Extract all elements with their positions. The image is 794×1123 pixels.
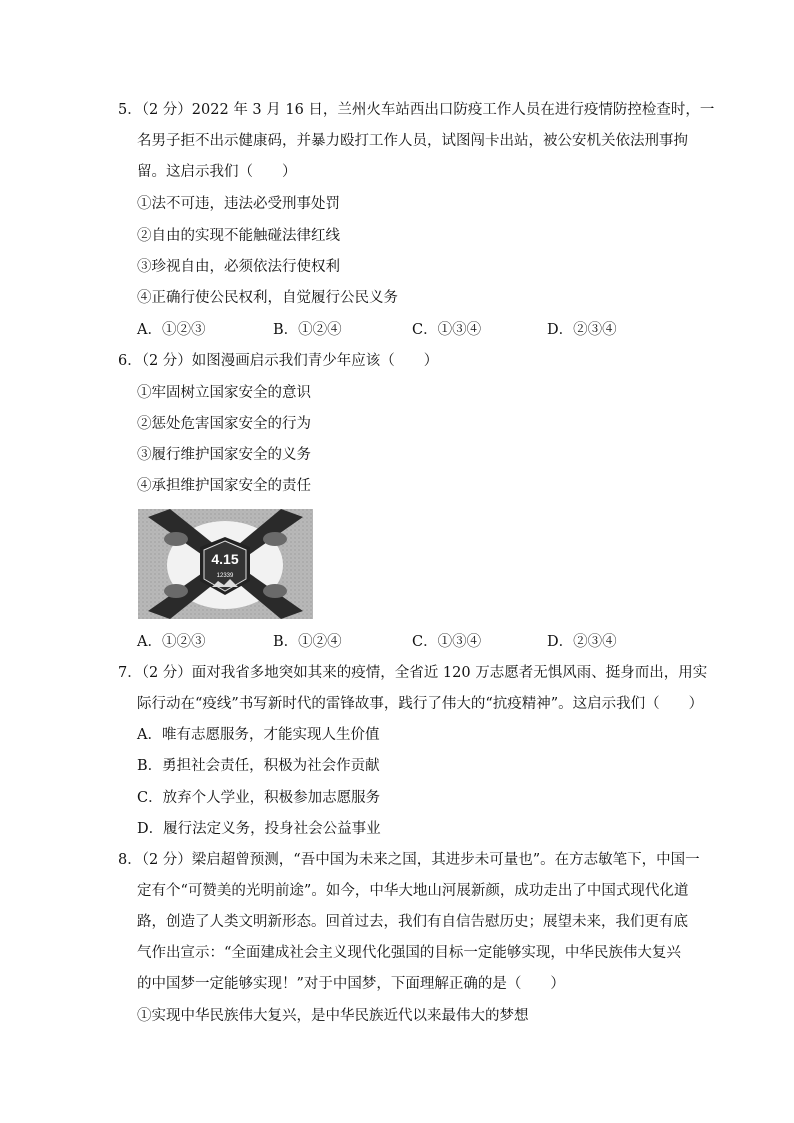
q5-stem-line-3: 留。这启示我们（ ） bbox=[137, 164, 297, 180]
q7-choice-b: B．勇担社会责任，积极为社会作贡献 bbox=[137, 758, 380, 774]
q6-option-d: D．②③④ bbox=[547, 634, 617, 650]
q5-option-c: C．①③④ bbox=[412, 322, 482, 338]
emblem-number: 12339 bbox=[216, 573, 234, 579]
q8-stem-line-1: 8．（2 分）梁启超曾预测，“吾中国为未来之国，其进步未可量也”。在方志敏笔下，中国一 bbox=[118, 852, 700, 868]
q8-stem-line-4: 气作出宣示：“全面建成社会主义现代化强国的目标一定能够实现，中华民族伟大复兴 bbox=[137, 945, 681, 961]
q6-statement-1: ①牢固树立国家安全的意识 bbox=[137, 385, 311, 401]
q7-choice-a: A．唯有志愿服务，才能实现人生价值 bbox=[137, 727, 380, 743]
q8-stem-line-2: 定有个“可赞美的光明前途”。如今，中华大地山河展新颜，成功走出了中国式现代化道 bbox=[137, 883, 689, 899]
q5-stem-line-2: 名男子拒不出示健康码，并暴力殴打工作人员，试图闯卡出站，被公安机关依法刑事拘 bbox=[137, 133, 688, 149]
q8-stem-line-5: 的中国梦一定能够实现！”对于中国梦，下面理解正确的是（ ） bbox=[137, 976, 565, 992]
q6-stem-line-1: 6．（2 分）如图漫画启示我们青少年应该（ ） bbox=[118, 353, 439, 369]
q6-statement-4: ④承担维护国家安全的责任 bbox=[137, 478, 311, 494]
q6-option-c: C．①③④ bbox=[412, 634, 482, 650]
q6-option-b: B．①②④ bbox=[273, 634, 342, 650]
q7-stem-line-2: 际行动在“疫线”书写新时代的雷锋故事，践行了伟大的“抗疫精神”。这启示我们（ ） bbox=[137, 696, 704, 712]
q6-statement-2: ②惩处危害国家安全的行为 bbox=[137, 416, 311, 432]
q5-option-b: B．①②④ bbox=[273, 322, 342, 338]
q5-option-a: A．①②③ bbox=[137, 322, 206, 338]
comic-image bbox=[138, 509, 313, 619]
q7-choice-d: D．履行法定义务，投身社会公益事业 bbox=[137, 821, 381, 837]
q5-statement-3: ③珍视自由，必须依法行使权利 bbox=[137, 259, 340, 275]
q5-statement-2: ②自由的实现不能触碰法律红线 bbox=[137, 228, 340, 244]
emblem-date: 4.15 bbox=[211, 551, 239, 567]
q5-statement-1: ①法不可违，违法必受刑事处罚 bbox=[137, 196, 340, 212]
q5-stem-line-1: 5．（2 分）2022 年 3 月 16 日，兰州火车站西出口防疫工作人员在进行疫情防控检查时，一 bbox=[118, 102, 715, 118]
q7-choice-c: C．放弃个人学业，积极参加志愿服务 bbox=[137, 790, 381, 806]
q5-statement-4: ④正确行使公民权利，自觉履行公民义务 bbox=[137, 290, 398, 306]
q8-stem-line-3: 路，创造了人类文明新形态。回首过去，我们有自信告慰历史；展望未来，我们更有底 bbox=[137, 914, 688, 930]
q6-statement-3: ③履行维护国家安全的义务 bbox=[137, 447, 311, 463]
q8-statement-1: ①实现中华民族伟大复兴，是中华民族近代以来最伟大的梦想 bbox=[137, 1008, 529, 1024]
q6-option-a: A．①②③ bbox=[137, 634, 206, 650]
q5-option-d: D．②③④ bbox=[547, 322, 617, 338]
q7-stem-line-1: 7．（2 分）面对我省多地突如其来的疫情，全省近 120 万志愿者无惧风雨、挺身而出，用实 bbox=[118, 665, 708, 681]
